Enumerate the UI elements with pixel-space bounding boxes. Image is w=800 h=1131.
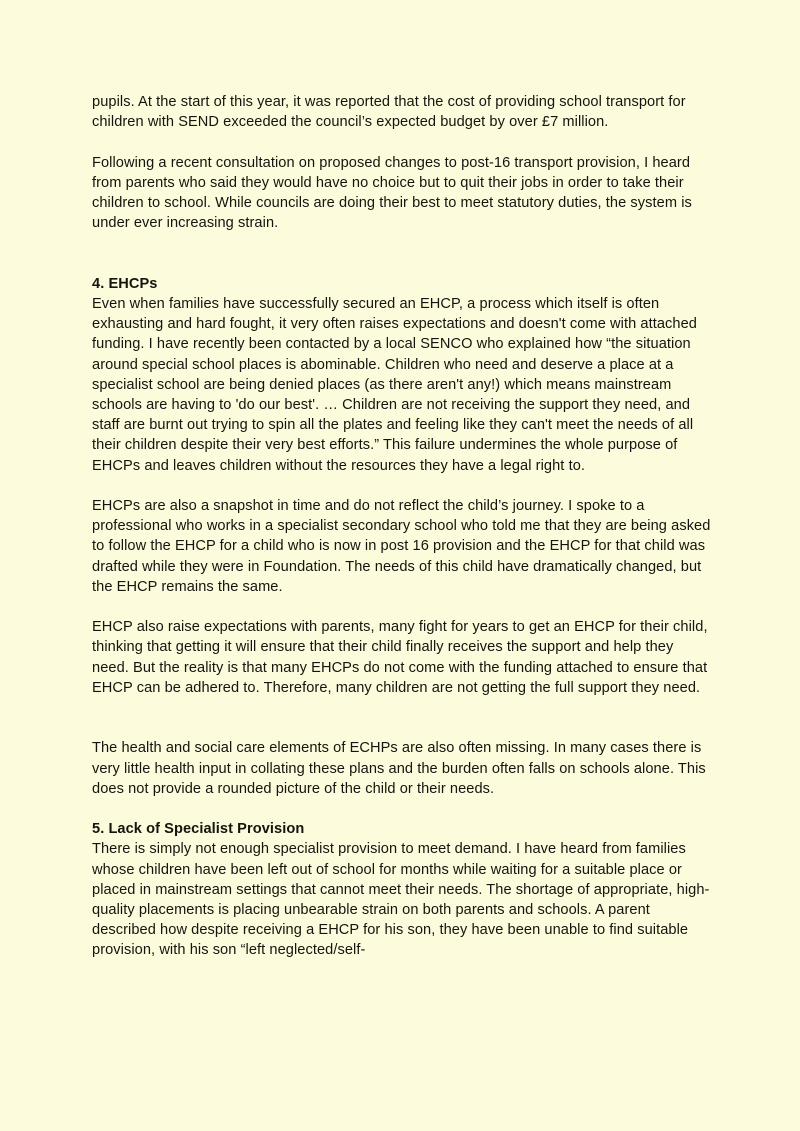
paragraph-health-social: The health and social care elements of ECHPs are also often missing. In many cases there is very little health input in collating these plans and the burden often falls on schools alone. This does not provide a rounded picture of the child or their needs.	[92, 740, 706, 797]
paragraph-transport-cost: pupils. At the start of this year, it was reported that the cost of providing school transport for children with SEND exceeded the council’s expected budget by over £7 million.	[92, 94, 686, 131]
heading-ehcps: 4. EHCPs	[92, 275, 158, 292]
document-body	[92, 92, 712, 961]
heading-specialist-provision: 5. Lack of Specialist Provision	[92, 821, 305, 838]
section-ehcps	[92, 274, 712, 476]
paragraph-ehcp-senco: Even when families have successfully secured an EHCP, a process which itself is often exhausting and hard fought, it very often raises expectations and doesn't come with attached funding. I have recently been contacted by a local SENCO who explained how “the situation around special school places is abominable. Children who need and deserve a place at a specialist school are being denied places (as there aren't any!) which means mainstream schools are having to 'do our best'. … Children are not receiving the support they need, and staff are burnt out trying to spin all the plates and feeling like they can't meet the needs of all their children despite their very best efforts.” This failure undermines the whole purpose of EHCPs and leaves children without the resources they have a legal right to.	[92, 296, 697, 474]
paragraph-specialist-provision: There is simply not enough specialist provision to meet demand. I have heard from families whose children have been left out of school for months while waiting for a suitable place or placed in mainstream settings that cannot meet their needs. The shortage of appropriate, high-quality placements is placing unbearable strain on both parents and schools. A parent described how despite receiving a EHCP for his son, they have been unable to find suitable provision, with his son “left neglected/self-	[92, 841, 710, 959]
section-specialist-provision	[92, 819, 712, 960]
paragraph-consultation: Following a recent consultation on proposed changes to post-16 transport provision, I heard from parents who said they would have no choice but to quit their jobs in order to take their children to school. While councils are doing their best to meet statutory duties, the system is under ever increasing strain.	[92, 154, 692, 232]
paragraph-snapshot: EHCPs are also a snapshot in time and do not reflect the child’s journey. I spoke to a professional who works in a specialist secondary school who told me that they are being asked to follow the EHCP for a child who is now in post 16 provision and the EHCP for that child was drafted while they were in Foundation. The needs of this child have dramatically changed, but the EHCP remains the same.	[92, 498, 711, 595]
paragraph-expectations: EHCP also raise expectations with parents, many fight for years to get an EHCP for their child, thinking that getting it will ensure that their child finally receives the support and help they need. But the reality is that many EHCPs do not come with the funding attached to ensure that EHCP can be adhered to. Therefore, many children are not getting the full support they need.	[92, 619, 708, 696]
